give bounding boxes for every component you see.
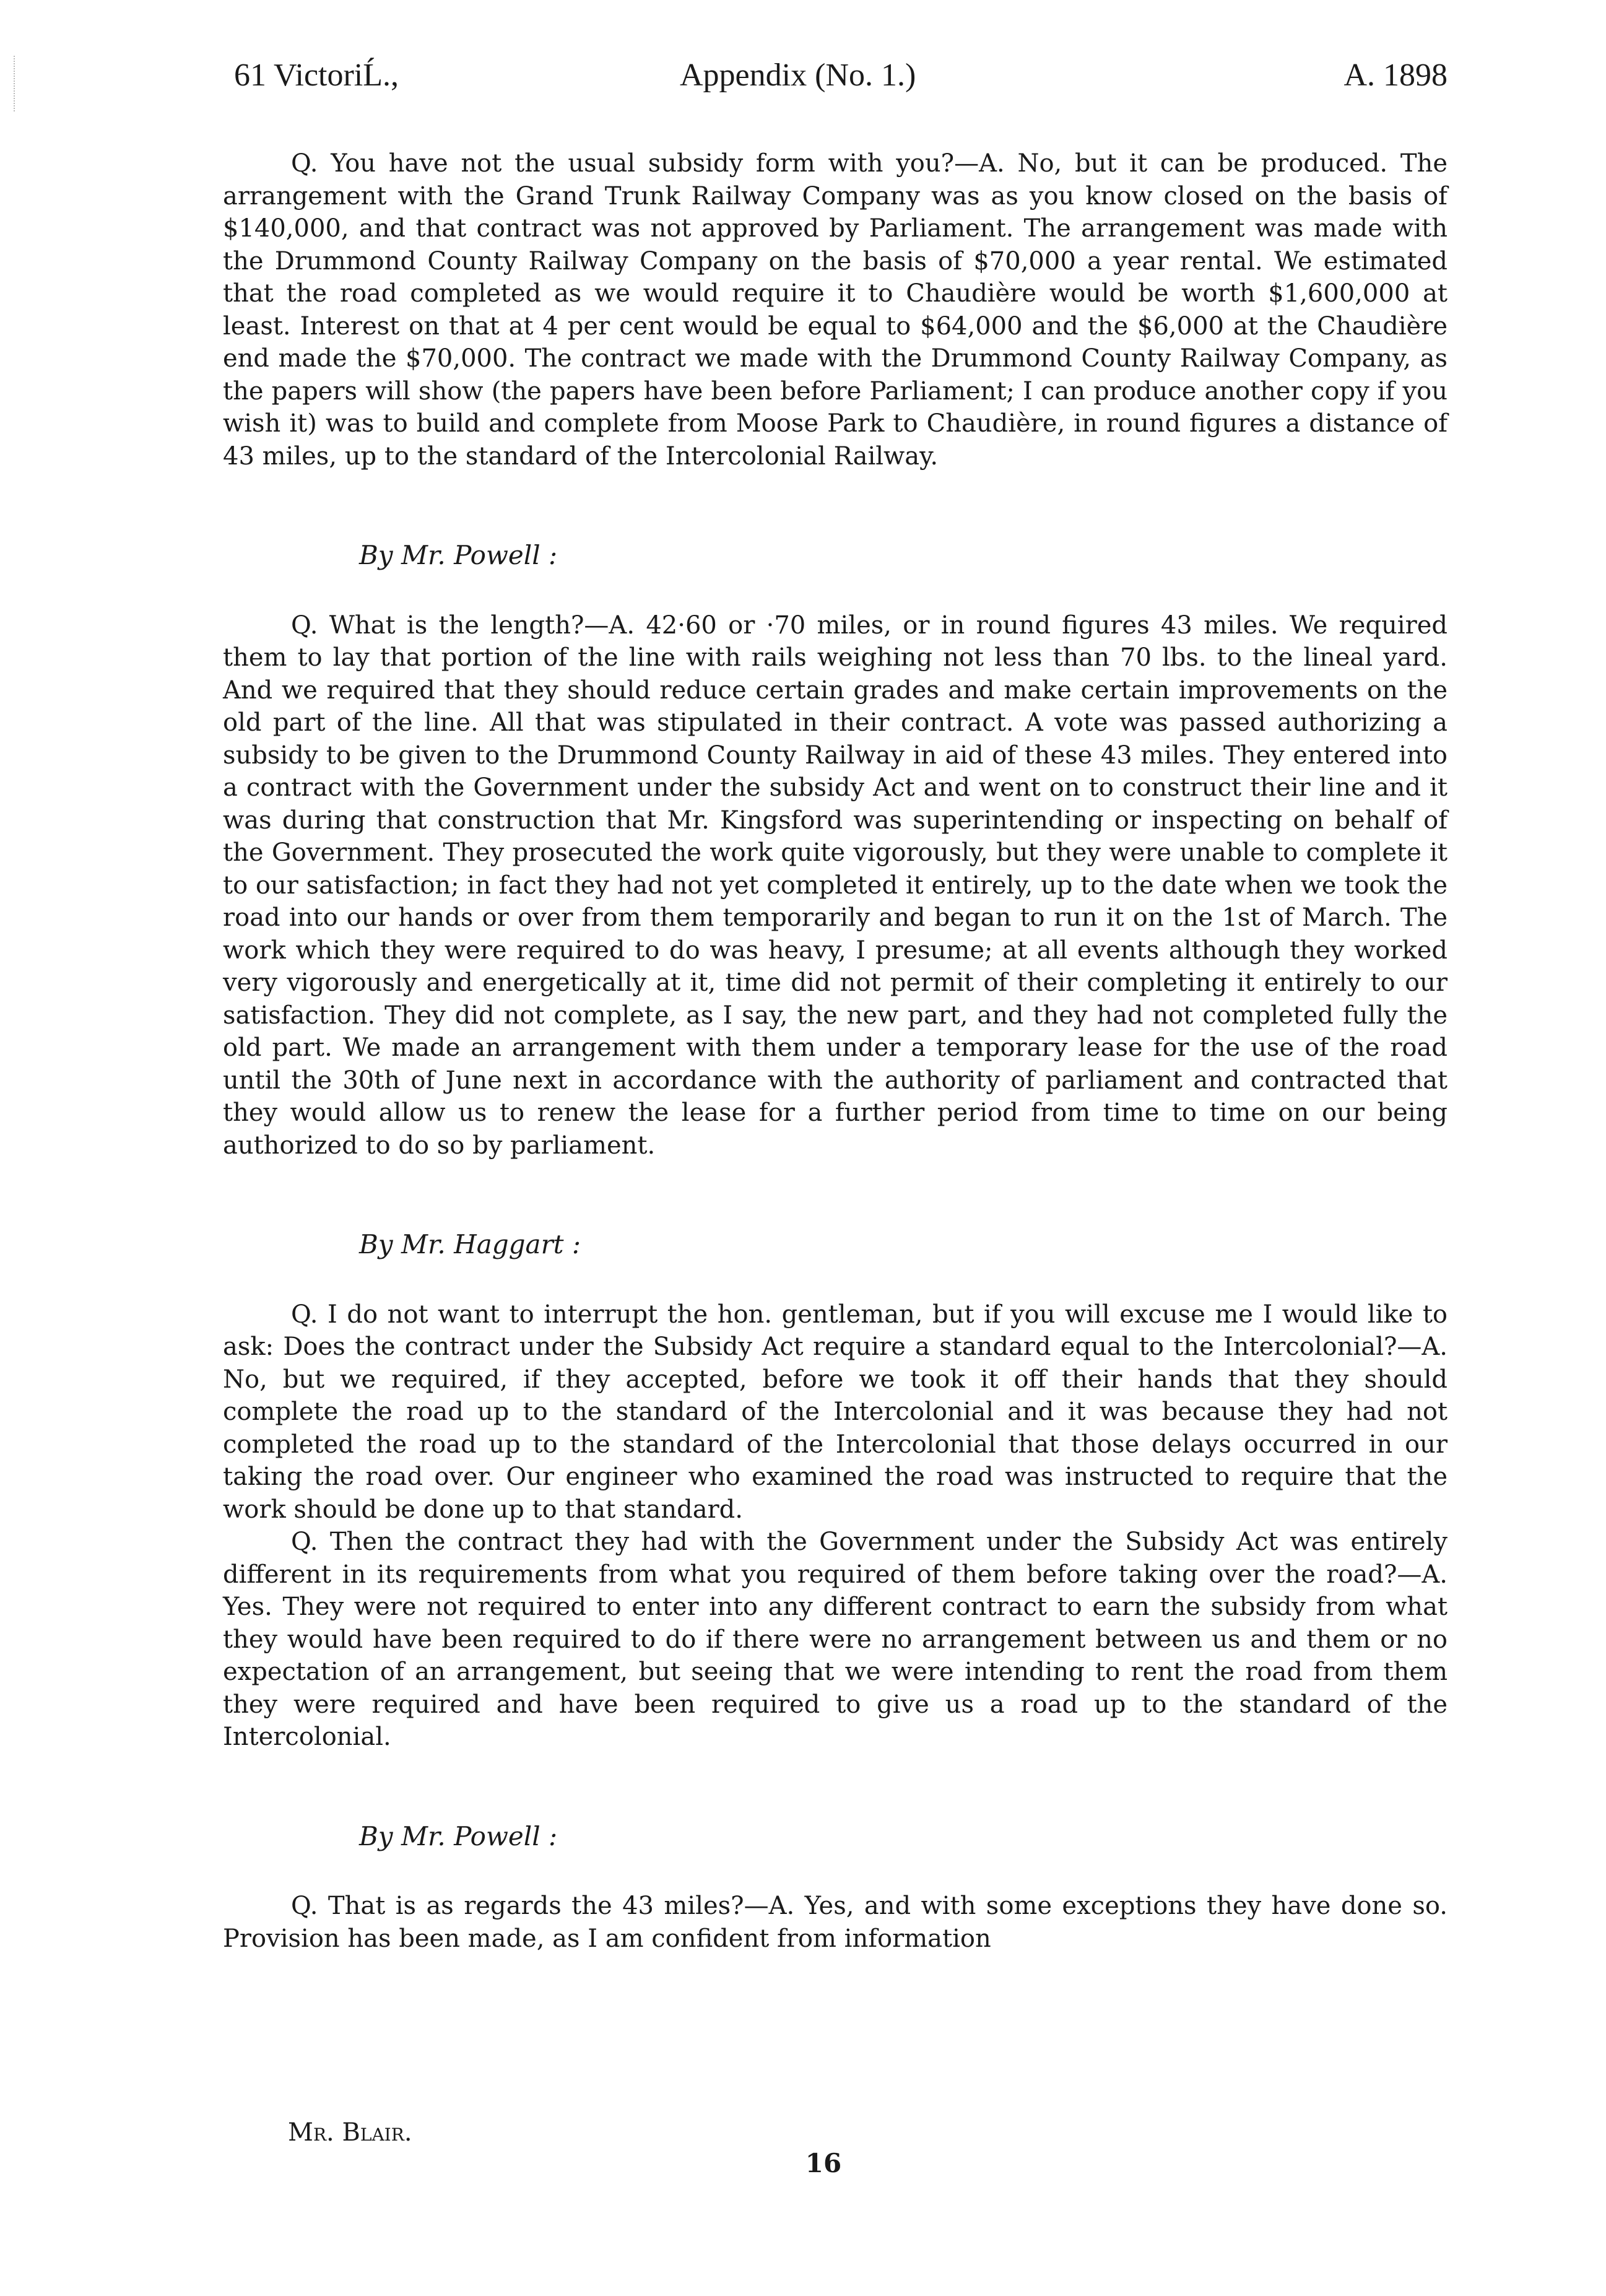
header-session: 61 VictoriĹ., <box>234 58 399 93</box>
signature-name: Mr. Blair. <box>288 2118 412 2147</box>
paragraph-2: Q. What is the length?—A. 42·60 or ·70 miles, or in round figures 43 miles. We required them to lay that portion of the line with rails weighing not less than 70 lbs. to the lineal yard. And we required that they should reduce certain grades and make certain improvements on the old part of the line. All that was stipulated in their contract. A vote was passed authorizing a subsidy to be given to the Drummond County Railway in aid of these 43 miles. They entered into a contract with the Government under the subsidy Act and went on to construct their line and it was during that construction that Mr. Kingsford was superintending or inspecting on behalf of the Government. They prosecuted the work quite vigorously, but they were unable to complete it to our satisfaction; in fact they had not yet completed it entirely, up to the date when we took the road into our hands or over from them temporarily and began to run it on the 1st of March. The work which they were required to do was heavy, I presume; at all events although they worked very vigorously and energetically at it, time did not permit of their completing it entirely to our satisfaction. They did not complete, as I say, the new part, and they had not completed fully the old part. We made an arrangement with them under a temporary lease for the use of the road until the 30th of June next in accordance with the authority of parliament and contracted that they would allow us to renew the lease for a further period from time to time on our being authorized to do so by parliament. <box>223 611 1448 1160</box>
body-text <box>223 147 1448 1955</box>
speaker-heading-powell-1: By Mr. Powell : <box>359 540 558 570</box>
speaker-heading-powell-2: By Mr. Powell : <box>359 1820 558 1851</box>
paragraph-5: Q. That is as regards the 43 miles?—A. Yes, and with some exceptions they have done so. Provision has been made, as I am confident from information <box>223 1892 1448 1953</box>
witness-signature <box>288 2116 412 2149</box>
header-year: A. 1898 <box>1343 58 1448 93</box>
paragraph-1: Q. You have not the usual subsidy form with you?—A. No, but it can be produced. The arrangement with the Grand Trunk Railway Company was as you know closed on the basis of $140,000, and that contract was not approved by Parliament. The arrangement was made with the Drummond County Railway Company on the basis of $70,000 a year rental. We estimated that the road completed as we would require it to Chaudière would be worth $1,600,000 at least. Interest on that at 4 per cent would be equal to $64,000 and the $6,000 at the Chaudière end made the $70,000. The contract we made with the Drummond County Railway Company, as the papers will show (the papers have been before Parliament; I can produce another copy if you wish it) was to build and complete from Moose Park to Chaudière, in round figures a distance of 43 miles, up to the standard of the Intercolonial Railway. <box>223 149 1448 471</box>
header-appendix: Appendix (No. 1.) <box>680 58 916 93</box>
paragraph-3: Q. I do not want to interrupt the hon. gentleman, but if you will excuse me I would like to ask: Does the contract under the Subsidy Act require a standard equal to the Intercolonial?—A. No, but we required, if they accepted, before we took it off their hands that they should complete the road up to the standard of the Intercolonial and it was because they had not completed the road up to the standard of the Intercolonial that those delays occurred in our taking the road over. Our engineer who examined the road was instructed to require that the work should be done up to that standard. <box>223 1300 1448 1524</box>
scan-margin-mark <box>14 56 17 111</box>
running-header <box>234 57 1448 113</box>
page-number: 16 <box>805 2148 842 2178</box>
paragraph-4: Q. Then the contract they had with the Government under the Subsidy Act was entirely different in its requirements from what you required of them before taking over the road?—A. Yes. They were not required to enter into any different contract to earn the subsidy from what they would have been required to do if there were no arrangement between us and them or no expectation of an arrangement, but seeing that we were intending to rent the road from them they were required and have been required to give us a road up to the standard of the Intercolonial. <box>223 1528 1448 1751</box>
speaker-heading-haggart: By Mr. Haggart : <box>359 1229 581 1259</box>
